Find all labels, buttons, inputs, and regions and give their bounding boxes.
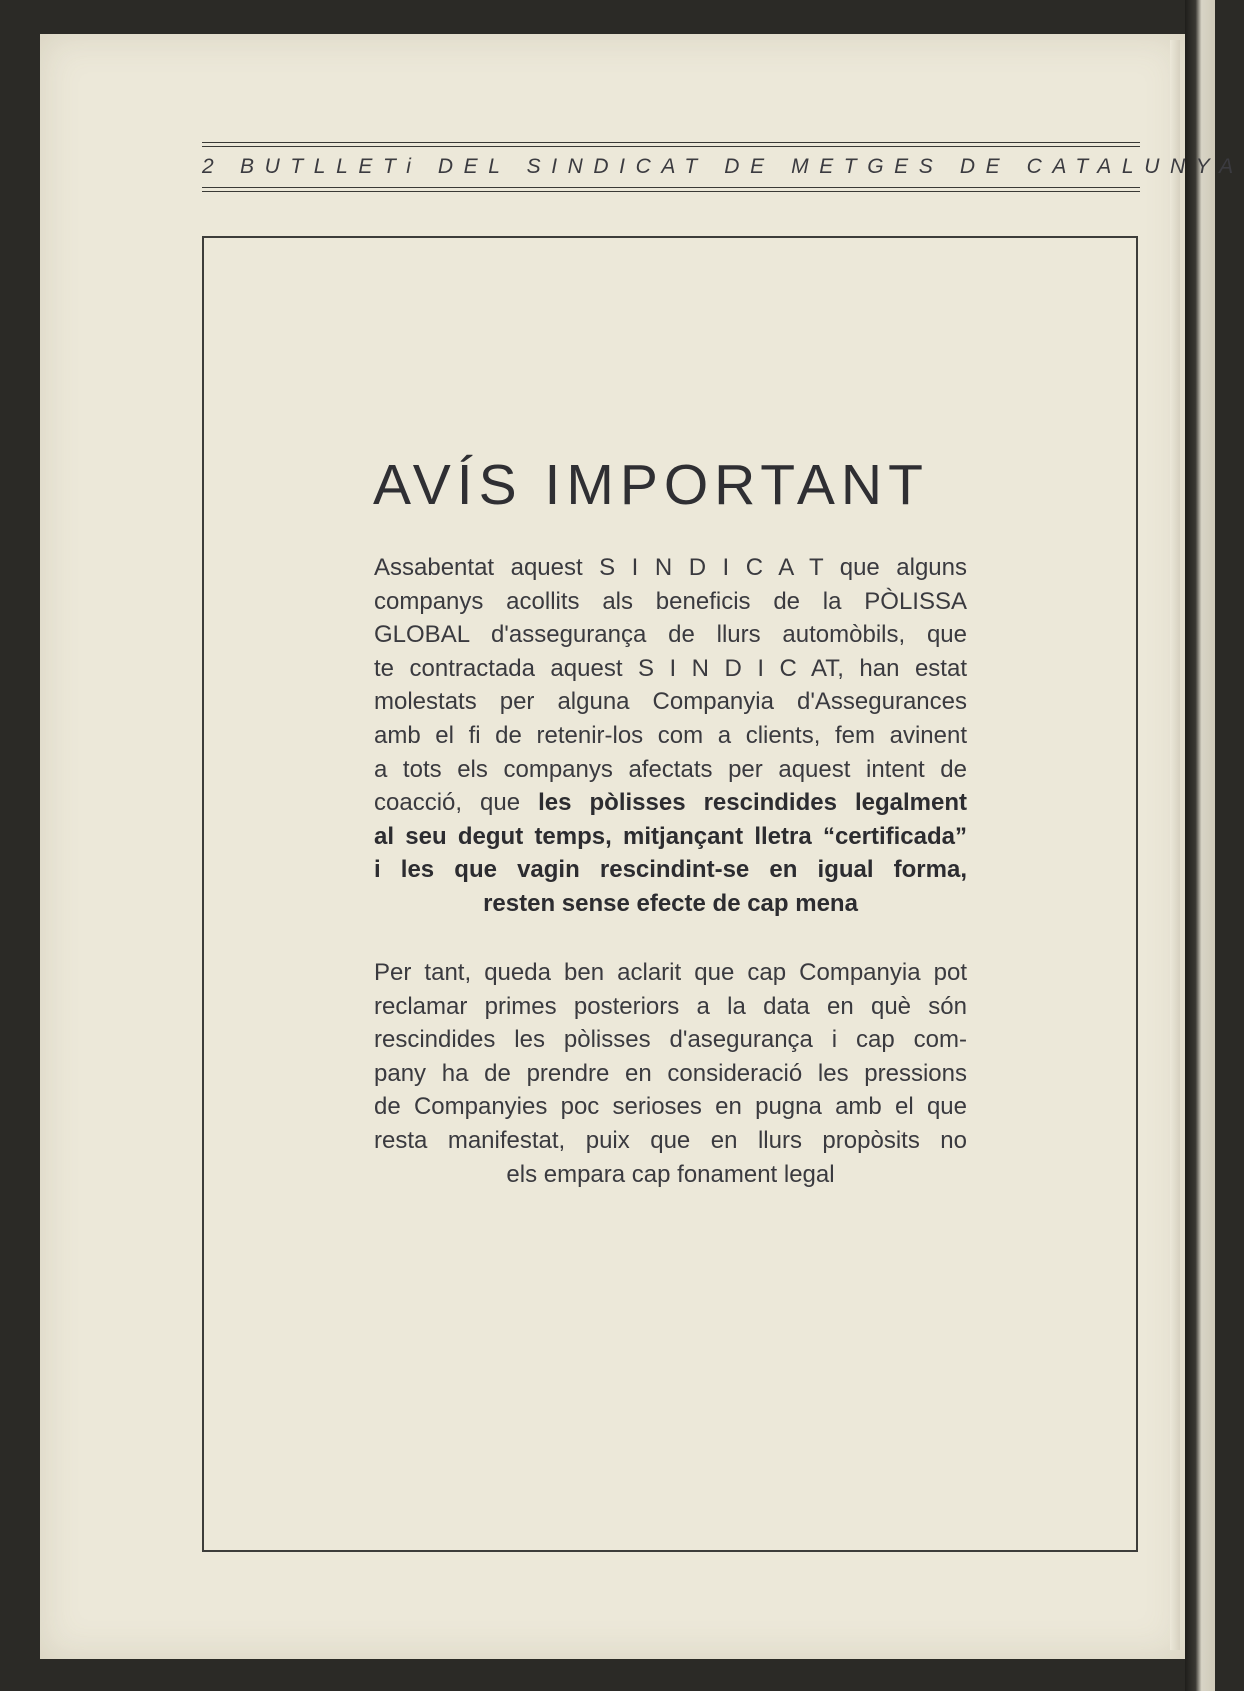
paragraph-line: de Companyies poc serioses en pugna amb el que <box>374 1093 967 1121</box>
paragraph-line: amb el fi de retenir-los com a clients, fem avinent <box>374 721 967 749</box>
running-header <box>202 142 1244 192</box>
paragraph-line: companys acollits als beneficis de la PÒLISSA <box>374 587 967 615</box>
paragraph-line: pany ha de prendre en consideració les pressions <box>374 1059 967 1087</box>
paragraph-line: Per tant, queda ben aclarit que cap Companyia pot <box>374 959 967 986</box>
paragraph-line: a tots els companys afectats per aquest intent de <box>374 755 967 783</box>
page-number: 2 <box>202 155 214 178</box>
running-title: BUTLLETi DEL SINDICAT DE METGES DE CATALUNYA <box>240 155 1244 178</box>
header-rule-top-inner <box>202 146 1140 147</box>
paragraph-line: molestats per alguna Companyia d'Assegurances <box>374 688 967 716</box>
emphasis-line: i les que vagin rescindint-se en igual forma, <box>374 856 967 884</box>
paragraph-line: resta manifestat, puix que en llurs propòsits no <box>374 1126 967 1154</box>
notice-title: AVÍS IMPORTANT <box>373 453 929 517</box>
header-rule-bottom <box>202 187 1140 188</box>
header-rule-top <box>202 142 1140 143</box>
page-edge <box>1170 40 1180 1650</box>
paragraph-line-mixed <box>374 786 967 820</box>
paragraph-line: Assabentat aquest S I N D I C A T que alguns <box>374 554 967 581</box>
emphasis-line: al seu degut temps, mitjançant lletra “certificada” <box>374 822 967 850</box>
paragraph-line: els empara cap fonament legal <box>506 1160 835 1188</box>
emphasis-line: resten sense efecte de cap mena <box>483 889 858 917</box>
paragraph-line: te contractada aquest S I N D I C AT, han estat <box>374 654 967 682</box>
header-row <box>202 155 1244 181</box>
paragraph-text: coacció, que <box>374 789 539 817</box>
notice-paragraph-1 <box>374 551 967 921</box>
header-rule-bottom-outer <box>202 191 1140 192</box>
paragraph-line: rescindides les pòlisses d'asegurança i cap com- <box>374 1026 967 1054</box>
notice-paragraph-2 <box>374 956 967 1191</box>
paragraph-line: reclamar primes posteriors a la data en què són <box>374 992 967 1020</box>
paragraph-line: GLOBAL d'assegurança de llurs automòbils, que <box>374 621 967 649</box>
binding-strip <box>1185 0 1215 1691</box>
emphasis-text: les pòlisses rescindides legalment <box>538 789 968 817</box>
